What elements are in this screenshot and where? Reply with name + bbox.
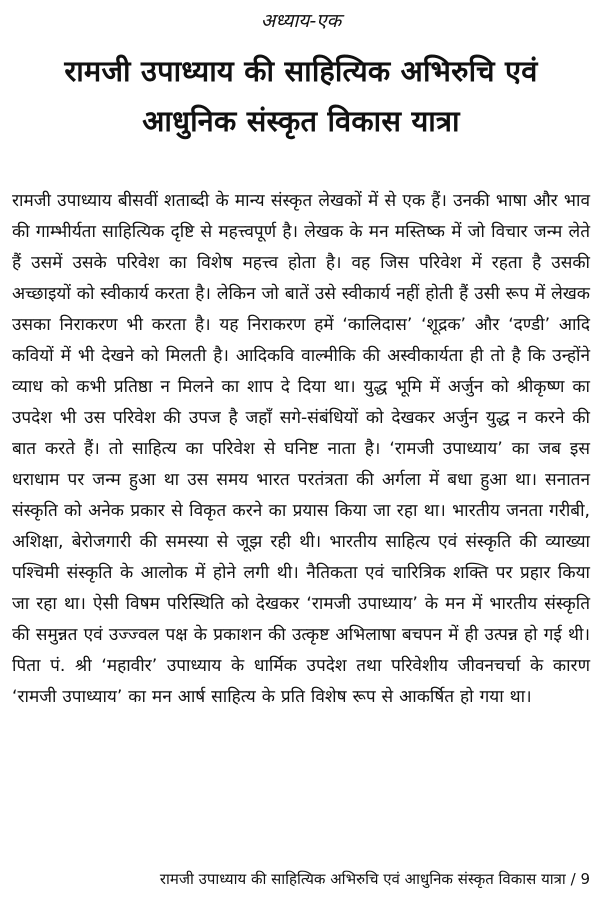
running-title: रामजी उपाध्याय की साहित्यिक अभिरुचि एवं आधुनिक संस्कृत विकास यात्रा	[159, 870, 566, 888]
page-footer	[12, 868, 590, 890]
footer-separator: /	[570, 870, 576, 888]
chapter-label: अध्याय-एक	[260, 10, 342, 32]
page-number: 9	[580, 870, 590, 888]
chapter-title-line-1: रामजी उपाध्याय की साहित्यिक अभिरुचि एवं	[64, 54, 538, 88]
body-paragraph: रामजी उपाध्याय बीसवीं शताब्दी के मान्य संस्कृत लेखकों में से एक हैं। उनकी भाषा और भाव की गाम्भीर्यता साहित्यिक दृष्टि से महत्त्वपूर्ण है। लेखक के मन मस्तिष्क में जो विचार जन्म लेते हैं उसमें उसके परिवेश का विशेष महत्त्व होता है। वह जिस परिवेश में रहता है उसकी अच्छाइयों को स्वीकार्य करता है। लेकिन जो बातें उसे स्वीकार्य नहीं होती हैं उसी रूप में लेखक उसका निराकरण भी करता है। यह निराकरण हमें ‘कालिदास’ ‘शूद्रक’ और ‘दण्डी’ आदि कवियों में भी देखने को मिलती है। आदिकवि वाल्मीकि की अस्वीकार्यता ही तो है कि उन्होंने व्याध को कभी प्रतिष्ठा न मिलने का शाप दे दिया था। युद्ध भूमि में अर्जुन को श्रीकृष्ण का उपदेश भी उस परिवेश की उपज है जहाँ सगे-संबंधियों को देखकर अर्जुन युद्ध न करने की बात करते हैं। तो साहित्य का परिवेश से घनिष्ट नाता है। ‘रामजी उपाध्याय’ का जब इस धराधाम पर जन्म हुआ था उस समय भारत परतंत्रता की अर्गला में बधा हुआ था। सनातन संस्कृति को अनेक प्रकार से विकृत करने का प्रयास किया जा रहा था। भारतीय जनता गरीबी, अशिक्षा, बेरोजगारी की समस्या से जूझ रही थी। भारतीय साहित्य एवं संस्कृति की व्याख्या पश्चिमी संस्कृति के आलोक में होने लगी थी। नैतिकता एवं चारित्रिक शक्ति पर प्रहार किया जा रहा था। ऐसी विषम परिस्थिति को देखकर ‘रामजी उपाध्याय’ के मन में भारतीय संस्कृति की समुन्नत एवं उज्ज्वल पक्ष के प्रकाशन की उत्कृष्ट अभिलाषा बचपन में ही उत्पन्न हो गई थी। पिता पं. श्री ‘महावीर’ उपाध्याय के धार्मिक उपदेश तथा परिवेशीय जीवनचर्चा के कारण ‘रामजी उपाध्याय’ का मन आर्ष साहित्य के प्रति विशेष रूप से आकर्षित हो गया था।	[12, 191, 590, 707]
chapter-title-line-2: आधुनिक संस्कृत विकास यात्रा	[142, 104, 460, 138]
chapter-title	[12, 46, 590, 146]
